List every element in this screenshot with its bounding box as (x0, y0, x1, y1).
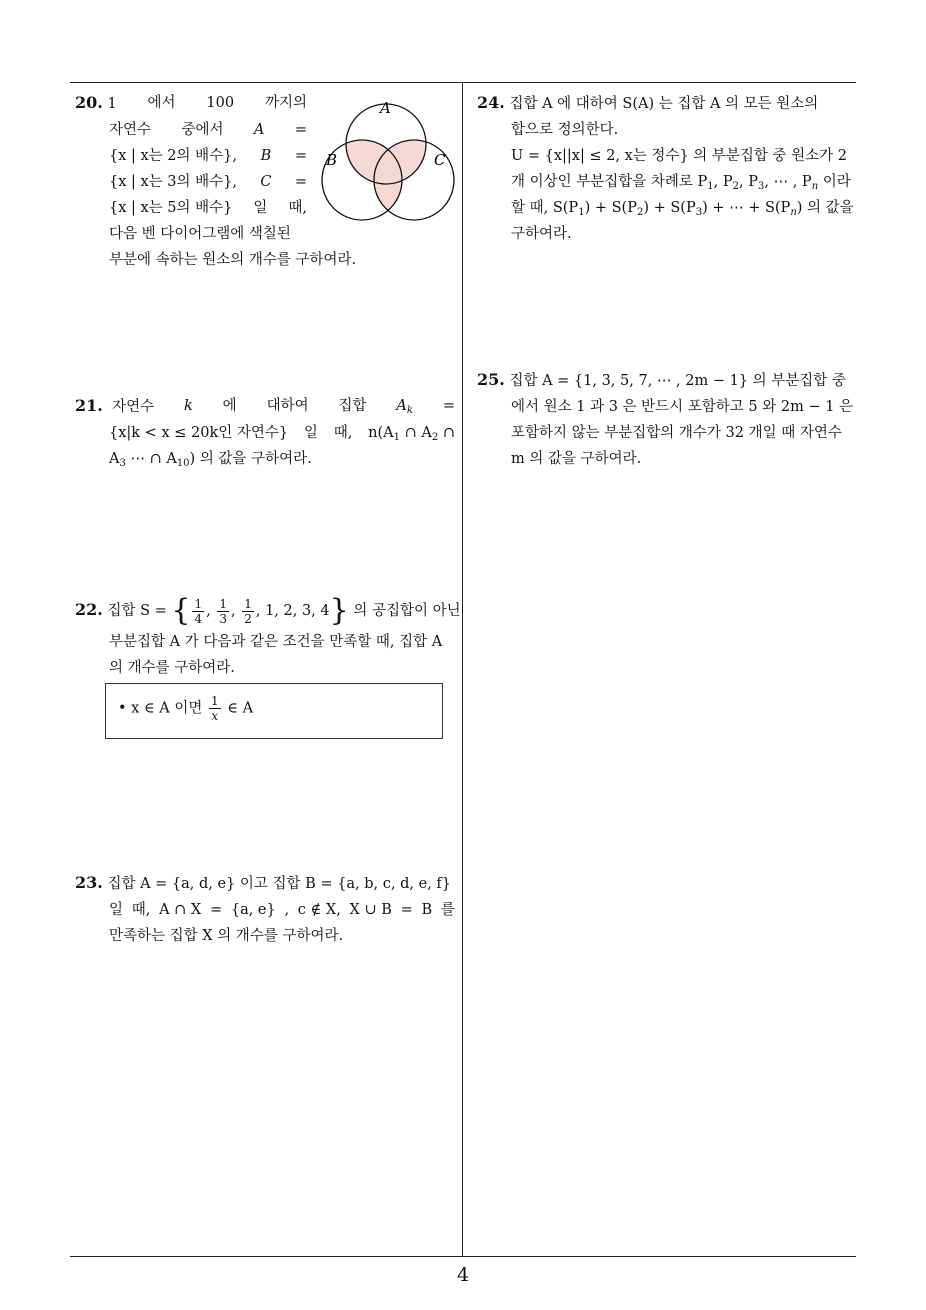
problem-20 (75, 90, 357, 273)
problem-22-line-1: 22. 집합 S = { $\frac{1}{4}$ , $\frac{1}{3}$ , $\frac{1}{2}$ , 1, 2, 3, 4} 의 공집합이 아닌 (75, 593, 461, 628)
page-number: 4 (456, 1264, 470, 1286)
problem-20-line-2: 자연수 중에서 A = (109, 122, 307, 138)
problem-number: 20. (75, 93, 103, 112)
problem-21-line-1: 21. 자연수 k 에 대하여 집합 $A_k$ = (75, 396, 455, 416)
venn-label-a: A (380, 99, 391, 117)
problem-number: 25. (477, 370, 505, 389)
fraction-one-over-x: $\frac{1}{x}$ (211, 694, 219, 723)
top-rule (70, 82, 856, 83)
problem-24-line-4: 개 이상인 부분집합을 차례로 $P_1$, $P_2$, $P_3$, ⋯ , $P_n$ 이라 (511, 174, 851, 192)
problem-24 (477, 90, 857, 247)
problem-22-line-3: 의 개수를 구하여라. (109, 660, 235, 676)
condition-text: • x ∈ A 이면 $\frac{1}{x}$ ∈ A (118, 694, 254, 723)
problem-25 (477, 367, 857, 472)
problem-24-line-5: 할 때, $S(P_1) + S(P_2) + S(P_3)$ + ⋯ + $S(P_n)$ 의 값을 (511, 200, 854, 218)
problem-20-line-3: {x | x는 2의 배수}, B = (109, 148, 307, 164)
problem-23-line-3: 만족하는 집합 X 의 개수를 구하여라. (109, 928, 344, 944)
problem-20-line-5: {x | x는 5의 배수} 일 때, (109, 200, 307, 216)
problem-20-line-7: 부분에 속하는 원소의 개수를 구하여라. (109, 252, 357, 268)
problem-24-line-2: 합으로 정의한다. (511, 122, 619, 138)
venn-diagram (316, 92, 460, 236)
problem-number: 23. (75, 873, 103, 892)
problem-23-line-1: 23. 집합 A = {a, d, e} 이고 집합 B = {a, b, c, d, e, f} (75, 873, 452, 892)
problem-23-line-2: 일 때, A ∩ X = {a, e} , c ∉ X, X ∪ B = B 를 (109, 902, 455, 918)
condition-box (105, 683, 443, 739)
problem-24-line-1: 24. 집합 A 에 대하여 S(A) 는 집합 A 의 모든 원소의 (477, 93, 819, 112)
problem-20-line-1: 20. 1 에서 100 까지의 (75, 93, 307, 112)
bottom-rule (70, 1256, 856, 1257)
problem-20-line-4: {x | x는 3의 배수}, C = (109, 174, 307, 190)
problem-21-line-3: $A_3$ ⋯ ∩ $A_{10}$) 의 값을 구하여라. (109, 451, 312, 469)
venn-label-c: C (434, 151, 446, 169)
problem-25-line-1: 25. 집합 A = {1, 3, 5, 7, ⋯ , 2m − 1} 의 부분집합 중 (477, 370, 846, 389)
problem-25-line-4: m 의 값을 구하여라. (511, 451, 642, 467)
problem-number: 24. (477, 93, 505, 112)
problem-22 (75, 592, 461, 681)
problem-22-line-2: 부분집합 A 가 다음과 같은 조건을 만족할 때, 집합 A (109, 634, 443, 650)
problem-23 (75, 870, 455, 949)
problem-25-line-3: 포함하지 않는 부분집합의 개수가 32 개일 때 자연수 (511, 425, 842, 441)
problem-24-line-3: U = {x||x| ≤ 2, x는 정수} 의 부분집합 중 원소가 2 (511, 148, 848, 164)
problem-20-line-6: 다음 벤 다이어그램에 색칠된 (109, 226, 291, 242)
fraction-one-quarter: $\frac{1}{4}$ (194, 596, 203, 626)
fraction-one-third: $\frac{1}{3}$ (219, 596, 227, 626)
problem-number: 22. (75, 600, 103, 619)
problem-21-line-2: {x|k < x ≤ 20k인 자연수} 일 때, $n(A_1$ ∩ $A_2$ ∩ (109, 425, 455, 443)
fraction-one-half: $\frac{1}{2}$ (244, 596, 252, 626)
problem-number: 21. (75, 396, 103, 415)
problem-24-line-6: 구하여라. (511, 226, 572, 242)
problem-21 (75, 393, 455, 472)
column-divider (462, 82, 463, 1256)
venn-label-b: B (326, 151, 338, 169)
problem-25-line-2: 에서 원소 1 과 3 은 반드시 포함하고 5 와 2m − 1 은 (511, 399, 854, 415)
